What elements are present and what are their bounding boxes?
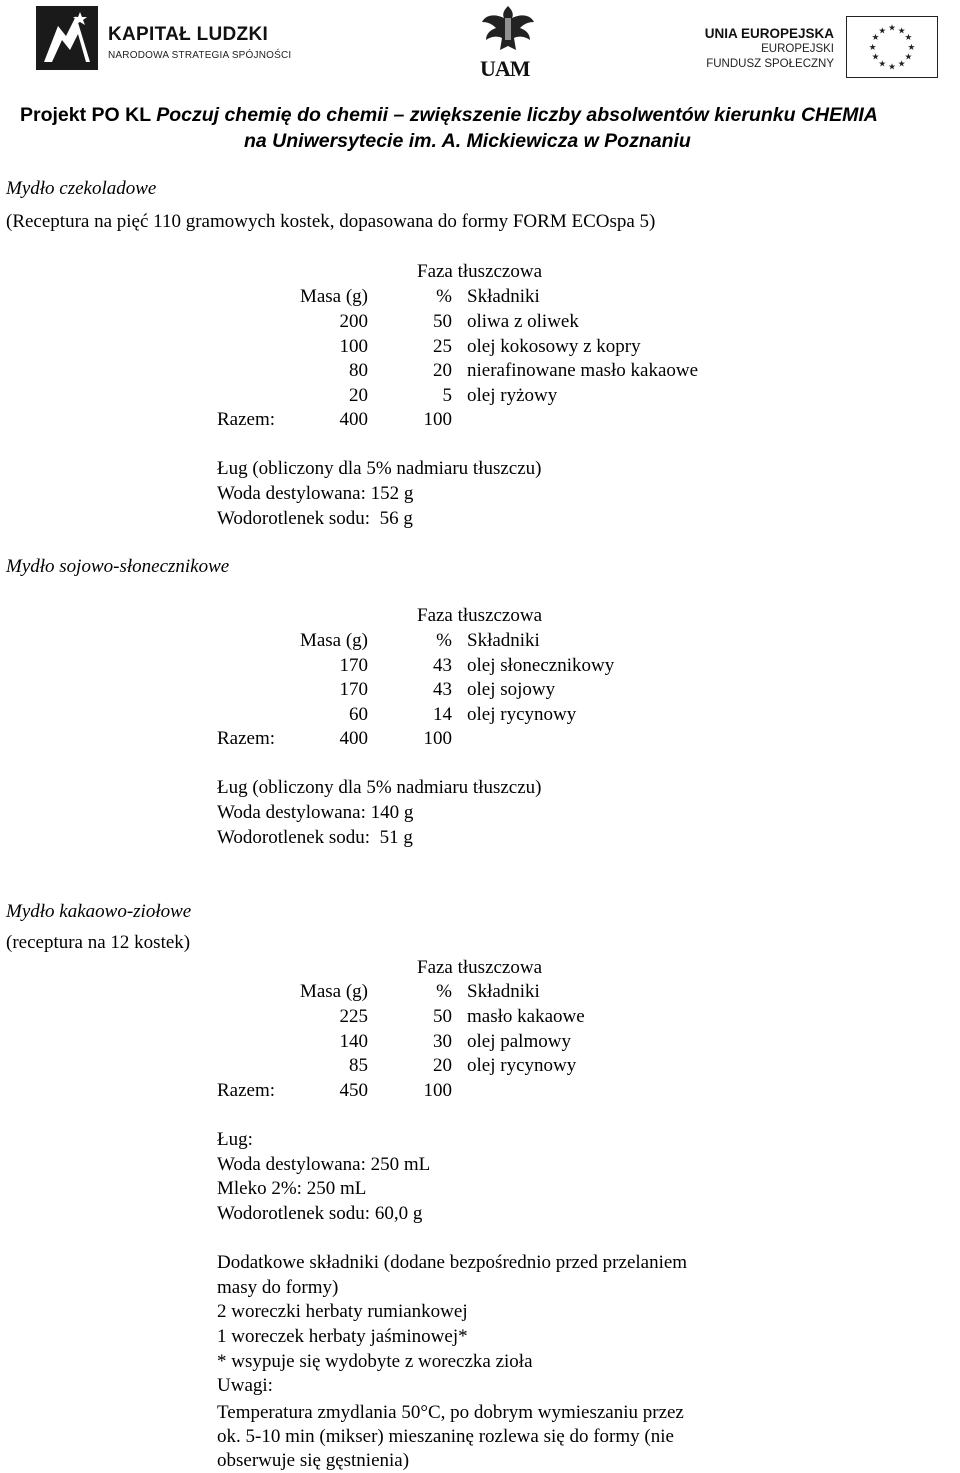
svg-text:★: ★ (871, 52, 880, 63)
table-cell-ingredient: olej sojowy (467, 679, 556, 700)
notes-line: Temperatura zmydlania 50°C, po dobrym wymieszaniu przez (217, 1402, 684, 1423)
eu-flag-icon (846, 16, 938, 78)
table-cell-ingredient: olej słonecznikowy (467, 655, 615, 676)
svg-text:★: ★ (878, 26, 887, 37)
total-label: Razem: (217, 1080, 276, 1101)
table-cell-mass: 170 (339, 655, 368, 676)
total-pct: 100 (423, 1080, 452, 1101)
table-cell-mass: 20 (349, 385, 368, 406)
svg-text:★: ★ (888, 62, 896, 73)
total-pct: 100 (423, 728, 452, 749)
eu-logo (704, 16, 938, 80)
table-cell-pct: 20 (433, 1055, 452, 1076)
recipe2-naoh: Wodorotlenek sodu: 51 g (217, 827, 413, 848)
notes-line: obserwuje się gęstnienia) (217, 1450, 410, 1471)
kapital-ludzki-emblem-icon (36, 6, 98, 70)
extras-line: 2 woreczki herbaty rumiankowej (217, 1301, 468, 1322)
recipe3-col-pct: % (436, 981, 452, 1002)
table-cell-mass: 225 (339, 1006, 368, 1027)
recipe2-phase-heading: Faza tłuszczowa (417, 605, 543, 626)
project-title-line-2: na Uniwersytecie im. A. Mickiewicza w Poznaniu (244, 130, 691, 152)
table-cell-pct: 20 (433, 360, 452, 381)
svg-text:★: ★ (897, 59, 906, 70)
table-cell-mass: 200 (339, 311, 368, 332)
table-cell-pct: 14 (433, 704, 452, 725)
table-cell-pct: 30 (433, 1031, 452, 1052)
total-pct: 100 (423, 409, 452, 430)
table-cell-ingredient: olej palmowy (467, 1031, 571, 1052)
project-title-line-1 (20, 104, 878, 127)
recipe2-water: Woda destylowana: 140 g (217, 802, 414, 823)
total-label: Razem: (217, 409, 276, 430)
eu-line-1: UNIA EUROPEJSKA (704, 26, 834, 41)
table-cell-pct: 50 (433, 1006, 452, 1027)
table-cell-ingredient: olej kokosowy z kopry (467, 336, 641, 357)
table-cell-pct: 25 (433, 336, 452, 357)
table-cell-ingredient: olej rycynowy (467, 1055, 577, 1076)
svg-text:★: ★ (868, 42, 877, 53)
recipe2-col-mass: Masa (g) (299, 630, 368, 651)
recipe1-phase-heading: Faza tłuszczowa (417, 261, 543, 282)
table-cell-mass: 85 (349, 1055, 368, 1076)
recipe1-subtitle: (Receptura na pięć 110 gramowych kostek, dopasowana do formy FORM ECOspa 5) (6, 211, 656, 232)
svg-text:★: ★ (907, 42, 916, 53)
recipe1-lye-heading: Ług (obliczony dla 5% nadmiaru tłuszczu) (217, 458, 542, 479)
uam-logo (478, 2, 538, 82)
svg-text:★: ★ (888, 23, 896, 34)
recipe1-naoh: Wodorotlenek sodu: 56 g (217, 508, 413, 529)
table-cell-mass: 170 (339, 679, 368, 700)
recipe3-naoh: Wodorotlenek sodu: 60,0 g (217, 1203, 423, 1224)
table-cell-pct: 50 (433, 311, 452, 332)
svg-text:★: ★ (871, 33, 880, 44)
recipe3-col-mass: Masa (g) (299, 981, 368, 1002)
project-name: Poczuj chemię do chemii – zwiększenie liczby absolwentów kierunku CHEMIA (156, 104, 878, 126)
table-cell-pct: 43 (433, 679, 452, 700)
extras-line: * wsypuje się wydobyte z woreczka zioła (217, 1351, 533, 1372)
table-cell-mass: 80 (349, 360, 368, 381)
recipe3-milk: Mleko 2%: 250 mL (217, 1178, 367, 1199)
eu-line-3: FUNDUSZ SPOŁECZNY (706, 58, 834, 70)
recipe1-col-mass: Masa (g) (299, 286, 368, 307)
table-cell-ingredient: oliwa z oliwek (467, 311, 579, 332)
recipe2-title: Mydło sojowo-słonecznikowe (6, 556, 230, 577)
recipe3-title: Mydło kakaowo-ziołowe (6, 901, 192, 922)
svg-text:★: ★ (897, 26, 906, 37)
recipe2-col-ingredients: Składniki (467, 630, 540, 651)
total-mass: 400 (339, 728, 368, 749)
recipe3-col-ingredients: Składniki (467, 981, 540, 1002)
table-cell-ingredient: olej ryżowy (467, 385, 558, 406)
table-cell-mass: 60 (349, 704, 368, 725)
total-label: Razem: (217, 728, 276, 749)
notes-heading: Uwagi: (217, 1375, 273, 1396)
recipe3-water: Woda destylowana: 250 mL (217, 1154, 431, 1175)
recipe3-subtitle: (receptura na 12 kostek) (6, 932, 191, 953)
eu-line-2: EUROPEJSKI (761, 43, 834, 55)
uam-text: UAM (480, 56, 530, 81)
svg-text:★: ★ (904, 33, 913, 44)
table-cell-ingredient: olej rycynowy (467, 704, 577, 725)
table-cell-pct: 5 (442, 385, 452, 406)
recipe1-col-pct: % (436, 286, 452, 307)
extras-line: 1 woreczek herbaty jaśminowej* (217, 1326, 468, 1347)
table-cell-ingredient: nierafinowane masło kakaowe (467, 360, 699, 381)
notes-line: ok. 5-10 min (mikser) mieszaninę rozlewa się do formy (nie (217, 1426, 674, 1447)
project-label: Projekt PO KL (20, 104, 157, 126)
recipe3-lye-heading: Ług: (217, 1129, 253, 1150)
kapital-ludzki-subtitle: NARODOWA STRATEGIA SPÓJNOŚCI (108, 50, 292, 61)
recipe1-col-ingredients: Składniki (467, 286, 540, 307)
recipe2-lye-heading: Ług (obliczony dla 5% nadmiaru tłuszczu) (217, 777, 542, 798)
kapital-ludzki-title: KAPITAŁ LUDZKI (108, 24, 269, 45)
recipe1-water: Woda destylowana: 152 g (217, 483, 414, 504)
total-mass: 450 (339, 1080, 368, 1101)
uam-eagle-icon (478, 2, 538, 58)
extras-line: masy do formy) (217, 1277, 339, 1298)
table-cell-mass: 100 (339, 336, 368, 357)
recipe2-col-pct: % (436, 630, 452, 651)
table-cell-mass: 140 (339, 1031, 368, 1052)
kapital-ludzki-logo (36, 6, 296, 76)
recipe3-phase-heading: Faza tłuszczowa (417, 957, 543, 978)
svg-text:★: ★ (878, 59, 887, 70)
extras-line: Dodatkowe składniki (dodane bezpośrednio przed przelaniem (217, 1252, 688, 1273)
recipe1-title: Mydło czekoladowe (6, 178, 157, 199)
svg-text:★: ★ (904, 52, 913, 63)
table-cell-ingredient: masło kakaowe (467, 1006, 585, 1027)
total-mass: 400 (339, 409, 368, 430)
table-cell-pct: 43 (433, 655, 452, 676)
